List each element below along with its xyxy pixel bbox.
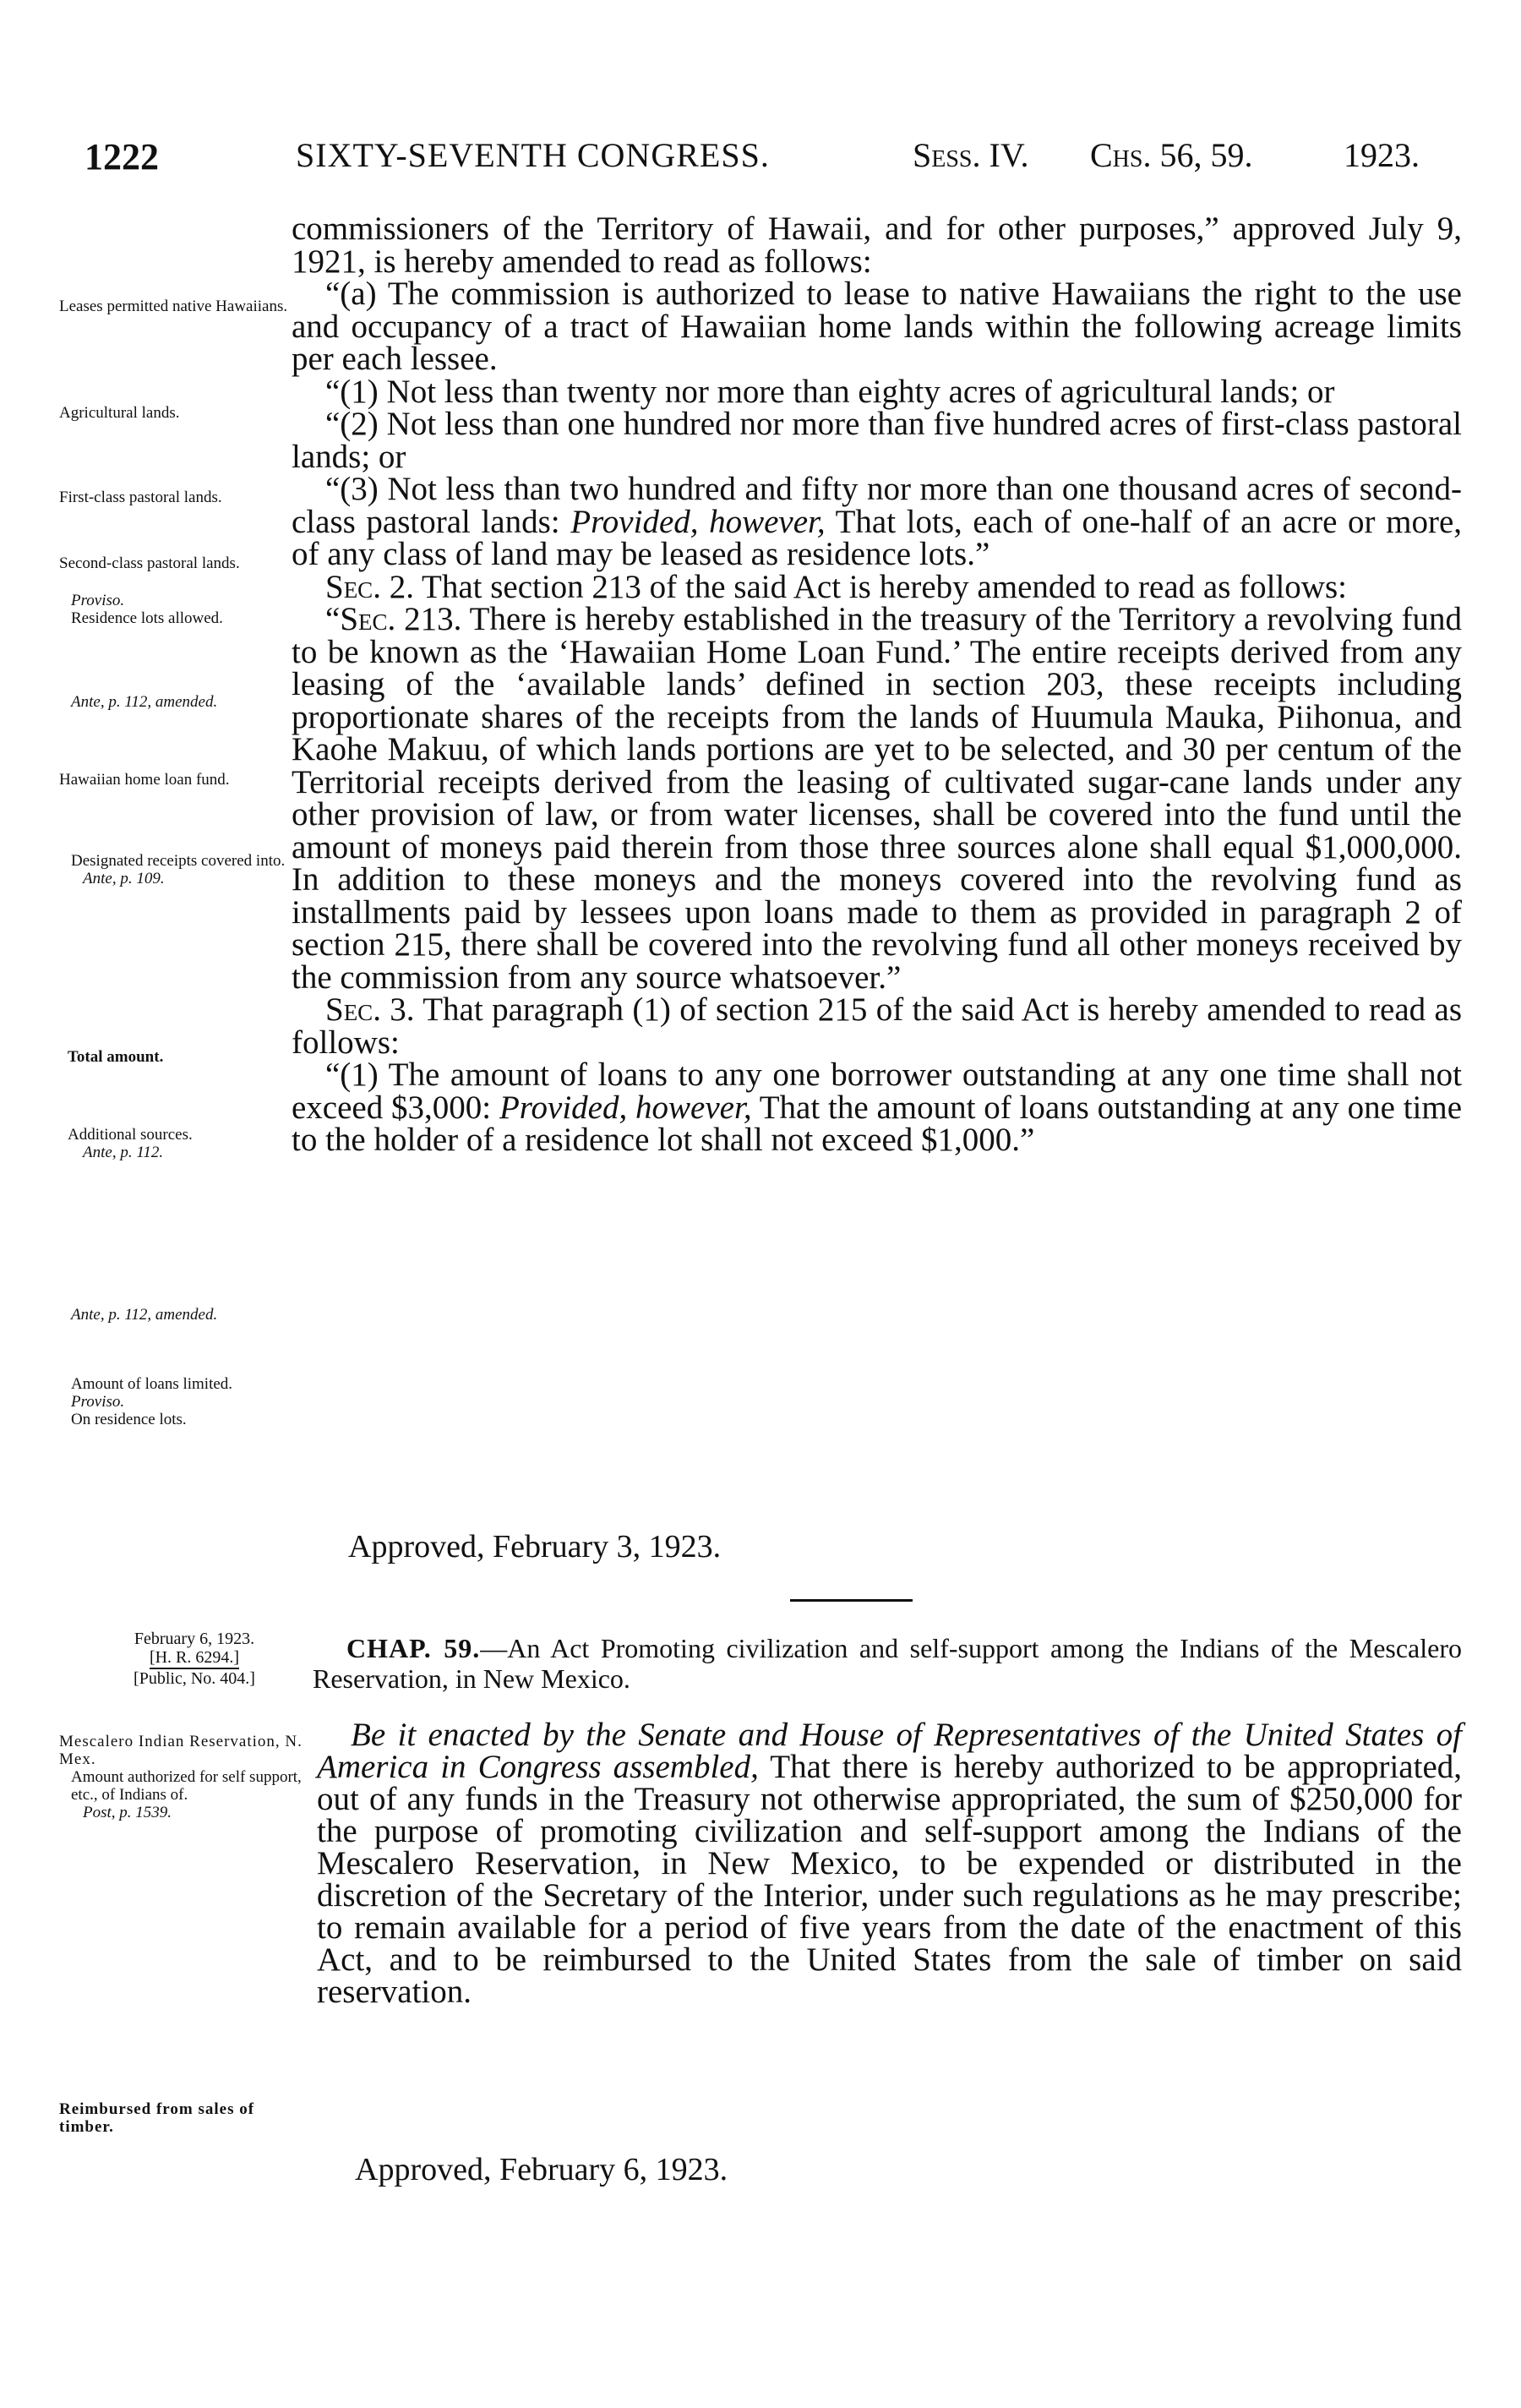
sidenote-mescalero-block bbox=[59, 1733, 304, 1821]
para-1: “(1) Not less than twenty nor more than eighty acres of agricultural lands; or bbox=[325, 373, 1335, 410]
provided-however: Provided, however, bbox=[570, 503, 826, 540]
sidenote-proviso-block bbox=[59, 592, 304, 627]
para-2: “(2) Not less than one hundred nor more than five hundred acres of first-class pastoral lands; or bbox=[292, 406, 1462, 475]
sidenote-reimbursed: Reimbursed from sales of timber. bbox=[59, 2100, 255, 2136]
sidenote-post: Post, p. 1539. bbox=[83, 1804, 172, 1821]
chapter59-title-text: —An Act Promoting civilization and self-support among the Indians of the Mescalero Reservation, in New Mexico. bbox=[313, 1633, 1462, 1694]
sidenote-ante-109: Ante, p. 109. bbox=[83, 870, 165, 887]
para-3-end: That lots, each of one-half of an acre or more, of any class of land may be leased as residence lots.” bbox=[292, 503, 1463, 572]
para-a: “(a) The commission is authorized to lease to native Hawaiians the right to the use and occupancy of a tract of Hawaiian home lands within the following acreage limits per each lessee. bbox=[292, 276, 1462, 377]
sec2 bbox=[292, 568, 1462, 605]
bill-date: February 6, 1923. bbox=[134, 1630, 255, 1648]
chapter59-body bbox=[317, 1719, 1462, 2008]
sidenote-ante-112: Ante, p. 112. bbox=[83, 1144, 164, 1161]
para-3 bbox=[292, 473, 1462, 571]
provided-however-2: Provided, however, bbox=[499, 1089, 752, 1126]
sidenote-additional-block bbox=[59, 1126, 304, 1161]
bill-reference bbox=[84, 1630, 304, 1688]
sidenote-loan-fund: Hawaiian home loan fund. bbox=[59, 771, 230, 789]
page-header bbox=[0, 135, 1521, 186]
chapter59-title bbox=[313, 1633, 1462, 1694]
enacting-clause: Be it enacted by the Senate and House of Representatives of the United States of America in Congress assembled, bbox=[317, 1717, 1462, 1785]
sidenote-ante-amended-1: Ante, p. 112, amended. bbox=[71, 693, 218, 711]
sidenote-first-class: First-class pastoral lands. bbox=[59, 489, 222, 506]
sec213-open-quote: “ bbox=[325, 601, 341, 637]
sec2-text: That section 213 of the said Act is hereby amended to read as follows: bbox=[422, 568, 1347, 605]
sidenote-second-class: Second-class pastoral lands. bbox=[59, 554, 240, 572]
bill-public: [Public, No. 404.] bbox=[134, 1669, 255, 1688]
sec3-text: That paragraph (1) of section 215 of the said Act is hereby amended to read as follows: bbox=[292, 991, 1462, 1061]
section-divider bbox=[790, 1599, 913, 1602]
page-number: 1222 bbox=[84, 136, 159, 177]
sidenote-ante-amended-2: Ante, p. 112, amended. bbox=[71, 1306, 218, 1324]
sec213-label: Sec. 213. bbox=[340, 601, 462, 637]
sec213-text: There is hereby established in the treasury of the Territory a revolving fund to be known as the ‘Hawaiian Home Loan Fund.’ The entire receipts derived from any leasing of the ‘available lands’ defined in section 203, these receipts including proportionate shares of the receipts from the lands of Huumula Mauka, Piihonua, and Kaohe Makuu, of which lands portions are yet to be selected, and 30 per centum of the Territorial receipts derived from the leasing of cultivated sugar-cane lands under any other provision of law, or from water licenses, shall be covered into the fund until the amount of moneys paid therein from those three sources alone shall equal $1,000,000. In addition to these moneys and the moneys covered into the revolving fund as installments paid by lessees upon loans made to them as provided in paragraph 2 of section 215, there shall be covered into the revolving fund all other moneys received by the commission from any source whatsoever.” bbox=[292, 601, 1463, 996]
sidenote-amount-loans-block bbox=[59, 1375, 304, 1428]
approved-chapter56: Approved, February 3, 1923. bbox=[348, 1529, 722, 1564]
sec3-para-start: “(1) The amount of loans to any one borrower outstanding at any one time shall not exceed $3,000: bbox=[292, 1057, 1462, 1126]
para-intro: commissioners of the Territory of Hawaii, and for other purposes,” approved July 9, 1921, is hereby amended to read as follows: bbox=[292, 210, 1462, 280]
sidenote-mescalero: Mescalero Indian Reservation, N. Mex. bbox=[59, 1733, 303, 1768]
sidenote-leases: Leases permitted native Hawaiians. bbox=[59, 298, 288, 315]
session-label: Sess. IV. bbox=[913, 136, 1029, 174]
sec3-para-end: That the amount of loans outstanding at any one time to the holder of a residence lot shall not exceed $1,000.” bbox=[292, 1089, 1463, 1158]
sec3-para bbox=[292, 1059, 1462, 1157]
sidenote-amount-authorized: Amount authorized for self support, etc., of Indians of. bbox=[71, 1768, 302, 1804]
chapter56-text bbox=[292, 210, 1463, 1158]
chapter59-body-text: That there is hereby authorized to be appropriated, out of any funds in the Treasury not otherwise appropriated, the sum of $250,000 for the purpose of promoting civilization and self-support among the Indians of the Mescalero Reservation, in New Mexico, to be expended or distributed in the discretion of the Secretary of the Interior, under such regulations as he may prescribe; to remain available for a period of five years from the date of the enactment of this Act, and to be reimbursed to the United States from the sale of timber on said reservation. bbox=[317, 1749, 1463, 2010]
sidenote-residence: Residence lots allowed. bbox=[71, 609, 223, 627]
bill-hr: [H. R. 6294.] bbox=[150, 1648, 239, 1669]
sidenote-designated: Designated receipts covered into. bbox=[71, 852, 286, 870]
approved-chapter59: Approved, February 6, 1923. bbox=[355, 2152, 728, 2187]
para-3-start: “(3) Not less than two hundred and fifty nor more than one thousand acres of second-class pastoral lands: bbox=[292, 471, 1462, 540]
sec2-label: Sec. 2. bbox=[325, 568, 414, 605]
sidenote-additional: Additional sources. bbox=[68, 1126, 193, 1144]
sidenote-proviso: Proviso. bbox=[71, 592, 125, 609]
sec213 bbox=[292, 603, 1462, 994]
sidenote-proviso-2: Proviso. bbox=[71, 1393, 125, 1411]
chapters-label: Chs. 56, 59. bbox=[1090, 136, 1253, 174]
chapter59-label: CHAP. 59. bbox=[346, 1633, 481, 1663]
sidenote-designated-block bbox=[59, 852, 304, 887]
chapter59-text bbox=[317, 1719, 1462, 2008]
sidenote-agricultural: Agricultural lands. bbox=[59, 404, 180, 422]
running-title: SIXTY-SEVENTH CONGRESS. bbox=[296, 136, 770, 174]
sidenote-amount-loans: Amount of loans limited. bbox=[71, 1375, 233, 1393]
sec3-label: Sec. 3. bbox=[325, 991, 415, 1028]
sec3 bbox=[292, 991, 1462, 1061]
year-label: 1923. bbox=[1344, 136, 1420, 174]
sidenote-on-residence: On residence lots. bbox=[71, 1411, 187, 1428]
sidenote-total: Total amount. bbox=[68, 1048, 164, 1066]
